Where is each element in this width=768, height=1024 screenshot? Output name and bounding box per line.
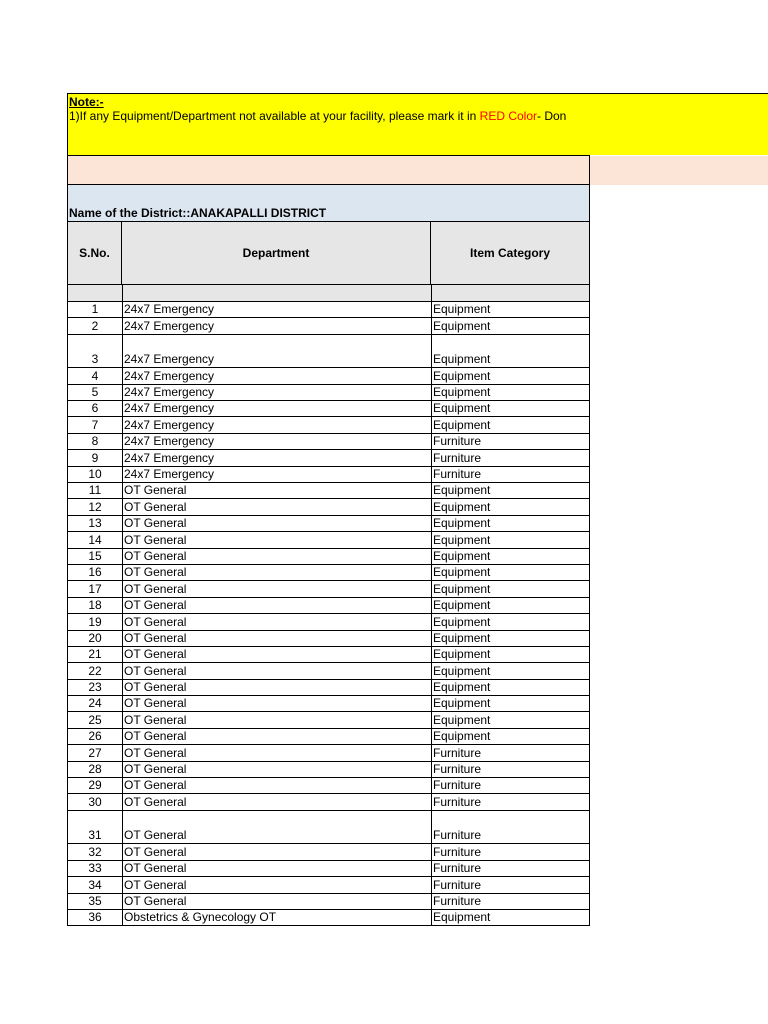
cell-department: 24x7 Emergency <box>124 434 215 449</box>
table-row <box>67 762 590 778</box>
cell-sno: 31 <box>88 828 102 843</box>
cell-item-category: Equipment <box>433 663 491 678</box>
cell-sno: 10 <box>88 467 102 482</box>
table-row <box>67 794 590 810</box>
cell-sno: 18 <box>88 598 102 613</box>
table-row <box>67 385 590 401</box>
cell-department: OT General <box>124 828 187 843</box>
table-row <box>67 680 590 696</box>
district-row <box>67 185 590 222</box>
cell-sno: 14 <box>88 532 102 547</box>
cell-item-category: Equipment <box>433 417 491 432</box>
cell-sno: 8 <box>91 434 99 449</box>
cell-item-category: Equipment <box>433 712 491 727</box>
cell-sno: 28 <box>88 762 102 777</box>
cell-department: 24x7 Emergency <box>124 368 215 383</box>
cell-item-category: Equipment <box>433 368 491 383</box>
table-row <box>67 549 590 565</box>
cell-sno: 20 <box>88 630 102 645</box>
table-row <box>67 663 590 679</box>
table-row <box>67 877 590 893</box>
cell-department: OT General <box>124 483 187 498</box>
cell-item-category: Furniture <box>433 828 482 843</box>
note-banner <box>67 93 768 155</box>
cell-department: OT General <box>124 581 187 596</box>
table-row <box>67 910 590 926</box>
note-text-red: RED Color <box>479 109 538 123</box>
cell-item-category: Furniture <box>433 861 482 876</box>
table-row <box>67 712 590 728</box>
note-title: Note:- <box>69 95 104 109</box>
cell-item-category: Equipment <box>433 630 491 645</box>
cell-sno: 23 <box>88 680 102 695</box>
cell-sno: 9 <box>91 450 99 465</box>
cell-item-category: Equipment <box>433 647 491 662</box>
cell-department: Obstetrics & Gynecology OT <box>124 910 277 925</box>
cell-department: OT General <box>124 729 187 744</box>
cell-department: OT General <box>124 630 187 645</box>
table-row <box>67 696 590 712</box>
cell-sno: 1 <box>91 302 99 317</box>
table-row <box>67 729 590 745</box>
cell-department: OT General <box>124 794 187 809</box>
cell-department: OT General <box>124 647 187 662</box>
cell-sno: 17 <box>88 581 102 596</box>
cell-item-category: Equipment <box>433 516 491 531</box>
cell-item-category: Equipment <box>433 318 491 333</box>
cell-item-category: Equipment <box>433 581 491 596</box>
cell-department: 24x7 Emergency <box>124 352 215 367</box>
table-row <box>67 499 590 515</box>
cell-item-category: Equipment <box>433 352 491 367</box>
cell-item-category: Equipment <box>433 532 491 547</box>
cell-department: OT General <box>124 844 187 859</box>
table-row <box>67 450 590 466</box>
cell-department: OT General <box>124 778 187 793</box>
table-row <box>67 778 590 794</box>
table-row <box>67 581 590 597</box>
cell-item-category: Equipment <box>433 483 491 498</box>
cell-item-category: Equipment <box>433 910 491 925</box>
cell-item-category: Equipment <box>433 565 491 580</box>
table-row <box>67 417 590 433</box>
cell-department: 24x7 Emergency <box>124 450 215 465</box>
cell-department: 24x7 Emergency <box>124 401 215 416</box>
header-spacer-row <box>67 285 590 302</box>
cell-sno: 25 <box>88 712 102 727</box>
cell-sno: 36 <box>88 910 102 925</box>
cell-sno: 13 <box>88 516 102 531</box>
cell-item-category: Equipment <box>433 598 491 613</box>
table-row <box>67 745 590 761</box>
cell-item-category: Furniture <box>433 450 482 465</box>
cell-department: OT General <box>124 499 187 514</box>
cell-item-category: Furniture <box>433 877 482 892</box>
cell-sno: 6 <box>91 401 99 416</box>
table-row <box>67 368 590 384</box>
table-row <box>67 335 590 369</box>
cell-sno: 22 <box>88 663 102 678</box>
cell-department: OT General <box>124 565 187 580</box>
cell-department: 24x7 Emergency <box>124 417 215 432</box>
cell-department: OT General <box>124 762 187 777</box>
cell-sno: 7 <box>91 417 99 432</box>
cell-sno: 16 <box>88 565 102 580</box>
cell-item-category: Equipment <box>433 614 491 629</box>
cell-sno: 15 <box>88 548 102 563</box>
note-text-main: 1)If any Equipment/Department not available at your facility, please mark it in <box>69 109 480 123</box>
cell-item-category: Equipment <box>433 499 491 514</box>
cell-department: OT General <box>124 516 187 531</box>
cell-item-category: Furniture <box>433 893 482 908</box>
cell-item-category: Equipment <box>433 385 491 400</box>
cell-sno: 29 <box>88 778 102 793</box>
cell-sno: 12 <box>88 499 102 514</box>
note-text-tail: - Don <box>537 109 567 123</box>
cell-item-category: Equipment <box>433 302 491 317</box>
blank-highlight-row <box>67 156 768 185</box>
cell-sno: 19 <box>88 614 102 629</box>
blank-highlight-cell <box>68 156 590 185</box>
header-item-category: Item Category <box>469 246 551 260</box>
cell-department: OT General <box>124 680 187 695</box>
cell-department: OT General <box>124 598 187 613</box>
cell-sno: 5 <box>91 385 99 400</box>
table-row <box>67 844 590 860</box>
cell-sno: 2 <box>91 318 99 333</box>
cell-department: OT General <box>124 712 187 727</box>
cell-sno: 35 <box>88 893 102 908</box>
cell-sno: 21 <box>88 647 102 662</box>
table-row <box>67 861 590 877</box>
cell-department: OT General <box>124 532 187 547</box>
cell-sno: 27 <box>88 745 102 760</box>
cell-item-category: Furniture <box>433 434 482 449</box>
cell-sno: 24 <box>88 696 102 711</box>
table-row <box>67 467 590 483</box>
items-table <box>67 302 590 926</box>
cell-department: OT General <box>124 861 187 876</box>
cell-item-category: Furniture <box>433 794 482 809</box>
table-row <box>67 434 590 450</box>
table-row <box>67 811 590 845</box>
table-row <box>67 598 590 614</box>
header-department: Department <box>122 222 431 284</box>
table-row <box>67 614 590 630</box>
table-row <box>67 483 590 499</box>
cell-department: OT General <box>124 696 187 711</box>
table-row <box>67 318 590 334</box>
table-row <box>67 516 590 532</box>
table-row <box>67 631 590 647</box>
cell-item-category: Equipment <box>433 696 491 711</box>
cell-item-category: Furniture <box>433 844 482 859</box>
district-label: Name of the District::ANAKAPALLI DISTRICT <box>69 206 327 220</box>
cell-item-category: Equipment <box>433 729 491 744</box>
cell-sno: 4 <box>91 368 99 383</box>
cell-sno: 34 <box>88 877 102 892</box>
cell-sno: 32 <box>88 844 102 859</box>
table-row <box>67 532 590 548</box>
cell-item-category: Equipment <box>433 401 491 416</box>
cell-sno: 26 <box>88 729 102 744</box>
note-text <box>69 109 590 123</box>
table-row <box>67 647 590 663</box>
table-row <box>67 302 590 318</box>
cell-item-category: Furniture <box>433 467 482 482</box>
cell-item-category: Furniture <box>433 778 482 793</box>
cell-item-category: Equipment <box>433 548 491 563</box>
cell-item-category: Furniture <box>433 762 482 777</box>
cell-item-category: Furniture <box>433 745 482 760</box>
cell-department: 24x7 Emergency <box>124 385 215 400</box>
cell-department: OT General <box>124 663 187 678</box>
cell-sno: 3 <box>91 352 99 367</box>
cell-sno: 33 <box>88 861 102 876</box>
cell-department: OT General <box>124 548 187 563</box>
cell-department: OT General <box>124 877 187 892</box>
cell-department: 24x7 Emergency <box>124 467 215 482</box>
table-row <box>67 894 590 910</box>
cell-item-category: Equipment <box>433 680 491 695</box>
cell-department: OT General <box>124 614 187 629</box>
table-row <box>67 401 590 417</box>
cell-department: OT General <box>124 745 187 760</box>
cell-department: 24x7 Emergency <box>124 318 215 333</box>
cell-sno: 11 <box>88 483 102 498</box>
cell-sno: 30 <box>88 794 102 809</box>
cell-department: OT General <box>124 893 187 908</box>
table-header <box>67 222 590 285</box>
table-row <box>67 565 590 581</box>
cell-department: 24x7 Emergency <box>124 302 215 317</box>
header-sno: S.No. <box>68 222 122 284</box>
